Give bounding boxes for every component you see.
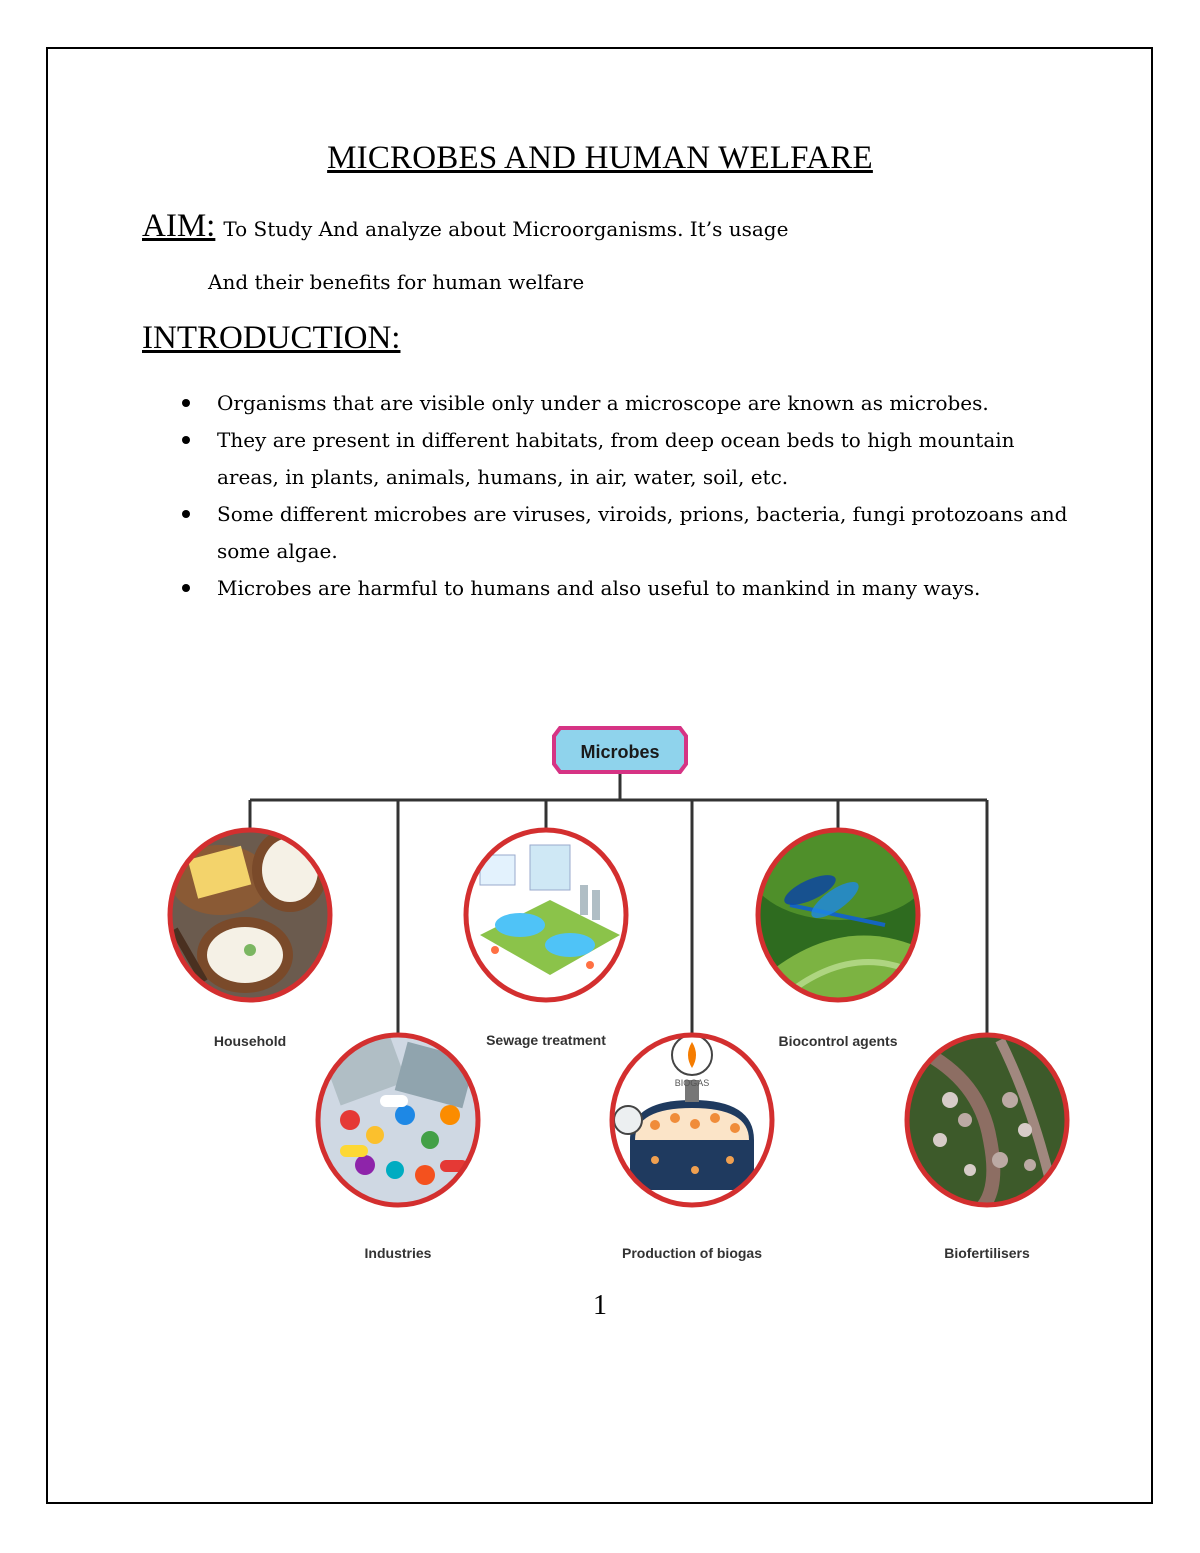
list-item — [182, 570, 1082, 607]
sewage-treatment-label: Sewage treatment — [486, 1032, 606, 1048]
aim-heading: AIM: — [142, 208, 216, 244]
list-item — [182, 422, 1082, 496]
document-title: MICROBES AND HUMAN WELFARE — [327, 140, 873, 176]
biogas-label: Production of biogas — [622, 1245, 762, 1261]
root-label: Microbes — [580, 742, 660, 762]
biogas-node — [605, 1030, 780, 1261]
biocontrol-label: Biocontrol agents — [778, 1033, 898, 1049]
household-node — [165, 825, 335, 1049]
biofertilisers-picture — [900, 1030, 1075, 1210]
list-item — [182, 496, 1082, 570]
bullet-icon — [182, 584, 190, 592]
biocontrol-picture — [750, 820, 930, 1010]
list-item-text: Organisms that are visible only under a microscope are known as microbes. — [217, 391, 989, 415]
aim-line — [142, 208, 788, 245]
industries-node — [310, 1030, 490, 1261]
list-item-text: Some different microbes are viruses, viroids, prions, bacteria, fungi protozoans and some algae. — [217, 502, 1068, 563]
list-item — [182, 385, 1082, 422]
list-item-text: Microbes are harmful to humans and also useful to mankind in many ways. — [217, 576, 981, 600]
aim-text-continued: And their benefits for human welfare — [208, 270, 585, 294]
root-node — [554, 728, 686, 772]
industries-label: Industries — [364, 1245, 432, 1261]
bullet-icon — [182, 510, 190, 518]
microbes-diagram — [150, 720, 1100, 1280]
sewage-treatment-node — [460, 825, 635, 1048]
aim-text: To Study And analyze about Microorganisms. It’s usage — [223, 217, 789, 241]
industries-picture — [310, 1030, 490, 1210]
biogas-picture — [605, 1030, 780, 1210]
sewage-treatment-picture — [460, 825, 635, 1005]
household-label: Household — [213, 1033, 287, 1049]
list-item-text: They are present in different habitats, from deep ocean beds to high mountain areas, in plants, animals, humans, in air, water, soil, etc. — [217, 428, 1015, 489]
biofertilisers-label: Biofertilisers — [944, 1245, 1030, 1261]
page-number: 1 — [593, 1290, 607, 1321]
introduction-heading: INTRODUCTION: — [142, 320, 401, 356]
household-picture — [165, 825, 335, 1005]
biofertilisers-node — [900, 1030, 1075, 1261]
biocontrol-node — [750, 820, 930, 1049]
biogas-inner-label: BIOGAS — [674, 1078, 710, 1088]
introduction-list — [182, 385, 1082, 607]
bullet-icon — [182, 399, 190, 407]
bullet-icon — [182, 436, 190, 444]
